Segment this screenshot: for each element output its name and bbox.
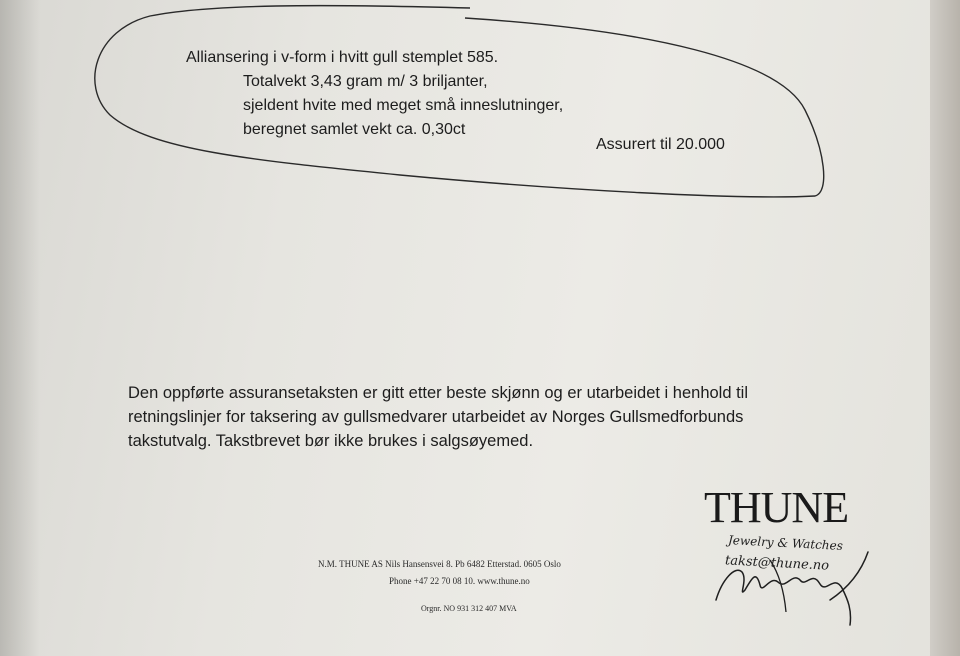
footer-phone: Phone +47 22 70 08 10. www.thune.no	[389, 576, 530, 586]
stamp-email: takst@thune.no	[724, 553, 830, 574]
item-line-2: Totalvekt 3,43 gram m/ 3 briljanter,	[243, 73, 488, 90]
disclaimer-line-2: retningslinjer for taksering av gullsmedvarer utarbeidet av Norges Gullsmedforbunds	[128, 408, 744, 426]
item-line-3: sjeldent hvite med meget små inneslutninger,	[243, 97, 564, 114]
item-line-4: beregnet samlet vekt ca. 0,30ct	[243, 121, 466, 138]
thune-logo: THUNE	[704, 483, 849, 532]
item-line-1: Alliansering i v-form i hvitt gull stemplet 585.	[186, 49, 499, 66]
stamp-tagline: Jewelry & Watches	[727, 533, 844, 553]
footer-address: N.M. THUNE AS Nils Hansensvei 8. Pb 6482 Etterstad. 0605 Oslo	[318, 559, 561, 569]
disclaimer-line-1: Den oppførte assuransetaksten er gitt etter beste skjønn og er utarbeidet i henhold til	[128, 384, 749, 402]
footer-orgnr: Orgnr. NO 931 312 407 MVA	[421, 604, 517, 613]
disclaimer-line-3: takstutvalg. Takstbrevet bør ikke brukes i salgsøyemed.	[128, 432, 534, 450]
insured-value: Assurert til 20.000	[596, 136, 725, 153]
